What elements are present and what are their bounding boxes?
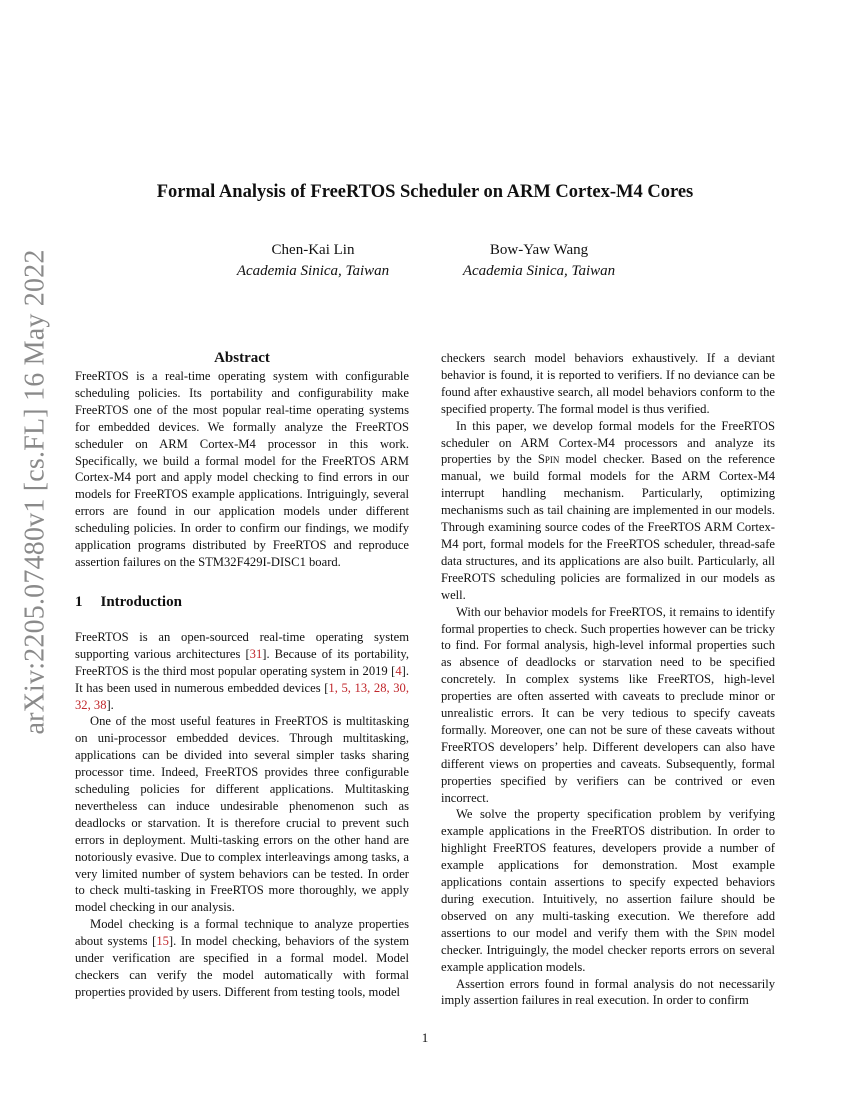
section-heading [75,592,409,612]
abstract-heading: Abstract [214,350,270,366]
intro-paragraph-1: FreeRTOS is an open-sourced real-time operating system supporting various architectures [31]. Because of its portability, FreeRTOS is the third most popular operating system in 2019 [4]. It has been used in numerous embedded devices [1, 5, 13, 28, 30, 32, 38]. [75,629,410,712]
arxiv-stamp-text: arXiv:2205.07480v1 [cs.FL] 16 May 2022 [20,248,52,735]
abstract-text: FreeRTOS is a real-time operating system with configurable scheduling policies. Its portability and configurability make FreeRTOS one of the most popular real-time operating systems for embedded devices. We formally analyze the FreeRTOS scheduler on ARM Cortex-M4 processor in this work. Specifically, we build a formal model for the FreeRTOS ARM Cortex-M4 port and apply model checking to find errors in our models for FreeRTOS example applications. Intriguingly, several errors are found in our application models under different scheduling policies. In order to confirm our findings, we modify application programs distributed by FreeRTOS and reproduce assertion failures on the STM32F429I-DISC1 board. [75,369,409,569]
paper-title: Formal Analysis of FreeRTOS Scheduler on ARM Cortex-M4 Cores [156,182,694,202]
body-paragraph: Assertion errors found in formal analysis do not necessarily imply assertion failures in real execution. In order to confirm [441,976,775,1008]
intro-paragraph-2: One of the most useful features in FreeRTOS is multitasking on uni-processor embedded devices. Through multitasking, applications can be divided into several simpler tasks sharing processor time. Indeed, FreeRTOS provides three configurable scheduling policies for different applications. Multitasking nevertheless can induce undesirable phenomenon such as deadlocks or starvation. It is therefore crucial to prevent such errors in deployment. Multi-tasking errors on the other hand are notoriously evasive. Due to complex interleavings among tasks, a very limited number of system behaviors can be tested. In order to check multi-tasking in FreeRTOS more thoroughly, we apply model checking in our analysis. [75,714,409,915]
intro-paragraph-3: Model checking is a formal technique to analyze properties about systems [15]. In model checking, behaviors of the system under verification are specified in a formal model. Model checkers can verify the model automatically with formal properties provided by users. Different from testing tools, model [75,917,409,999]
citation-link[interactable]: 1, 5, 13, 28, 30, 32, 38 [75,680,409,712]
left-column [75,348,409,1001]
spin-name: Spin [715,925,738,940]
section-number: 1 [75,593,83,610]
author-name: Bow-Yaw Wang [489,242,589,258]
author-name: Chen-Kai Lin [271,242,355,258]
citation-link[interactable]: 31 [249,646,263,661]
page-number: 1 [421,1030,429,1045]
author-block-1 [183,240,443,282]
author-affiliation: Academia Sinica, Taiwan [236,263,390,279]
citation-link[interactable]: 15 [156,934,169,949]
author-affiliation: Academia Sinica, Taiwan [462,263,616,279]
arxiv-stamp [14,248,58,735]
spin-name: Spin [537,452,560,467]
body-paragraph: We solve the property specification problem by verifying example applications in the FreeRTOS distribution. In order to highlight FreeRTOS features, developers provide a number of example applications for demonstration. Most example applications contain assertions to specify expected behaviors during execution. Intuitively, no assertion failure should be observed on any multi-tasking execution. We therefore add assertions to our model and verify them with the Spin model checker. Intriguingly, the model checker reports errors on several example application models. [441,807,775,974]
body-paragraph-continued: checkers search model behaviors exhaustively. If a deviant behavior is found, it is reported to verifiers. If no deviance can be found after exhaustive search, all model behaviors conform to the specified property. The formal model is thus verified. [441,351,775,416]
right-column [441,350,775,1009]
body-paragraph: With our behavior models for FreeRTOS, it remains to identify formal properties to check. Such properties however can be tricky to find. For formal analysis, high-level informal properties such as absence of deadlocks or starvation need to be specified concretely. In complex systems like FreeRTOS, high-level properties are often asserted with caveats to preclude minor or unrealistic errors. It can be very tedious to specify caveats formally. Moreover, one can not be sure of these caveats without FreeRTOS developers’ help. Different developers can also have different views on properties and caveats. Subsequently, formal properties specified by verifiers can be contrived or even incorrect. [441,604,775,805]
author-block-2 [409,240,669,282]
citation-link[interactable]: 4 [395,663,402,678]
body-paragraph: In this paper, we develop formal models for the FreeRTOS scheduler on ARM Cortex-M4 processors and analyze its properties by the Spin model checker. Based on the reference manual, we build formal models for the ARM Cortex-M4 interrupt handling mechanism. Particularly, optimizing mechanisms such as tail chaining are implemented in our models. Through examining source codes of the FreeRTOS ARM Cortex-M4 port, formal models for the FreeRTOS scheduler, thread-safe data structures, and its applications are also built. Particularly, all FreeROTS scheduling policies are formalized in our models as well. [441,418,775,602]
section-title: Introduction [100,593,182,610]
